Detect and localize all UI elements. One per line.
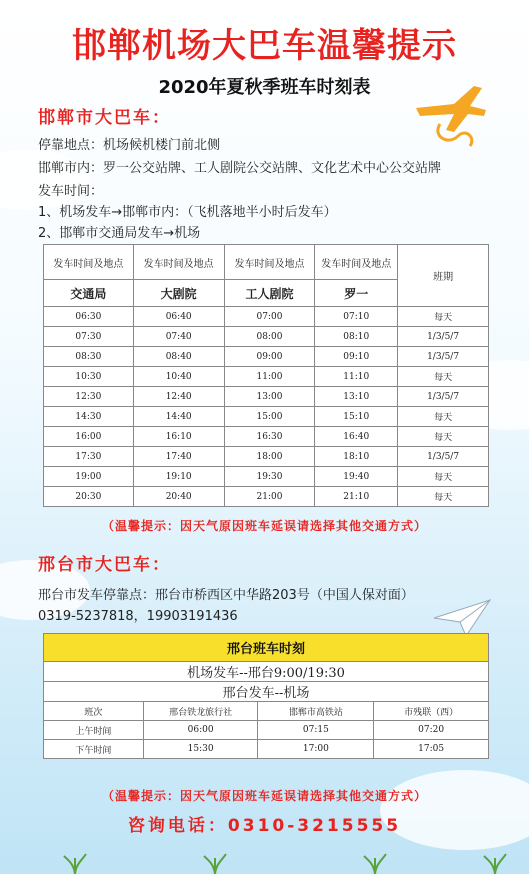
table-row [44, 447, 489, 467]
period-cell: 每天 [398, 427, 489, 447]
handan-schedule-table [43, 244, 489, 507]
stop-name: 大剧院 [133, 280, 224, 307]
xingtai-notice: （温馨提示：因天气原因班车延误请选择其他交通方式） [101, 789, 427, 803]
table-row [44, 387, 489, 407]
time-cell: 19:10 [133, 467, 224, 487]
time-cell: 07:10 [315, 307, 398, 327]
xingtai-departure-line: 邢台发车--机场 [44, 682, 489, 702]
table-row [44, 721, 489, 740]
time-cell: 06:40 [133, 307, 224, 327]
period-cell: 每天 [398, 367, 489, 387]
column-header: 邢台铁龙旅行社 [143, 702, 258, 721]
header-cell: 发车时间及地点 [224, 245, 315, 280]
stop-name: 罗一 [315, 280, 398, 307]
consult-phone: 咨询电话：0310-3215555 [127, 816, 402, 836]
table-row [44, 487, 489, 507]
time-cell: 15:10 [315, 407, 398, 427]
time-cell: 07:40 [133, 327, 224, 347]
time-cell: 17:40 [133, 447, 224, 467]
airport-departure-line: 机场发车--邢台9:00/19:30 [44, 662, 489, 682]
time-cell: 14:40 [133, 407, 224, 427]
page-title: 邯郸机场大巴车温馨提示 [72, 26, 457, 66]
page-subtitle: 2020年夏秋季班车时刻表 [158, 77, 371, 98]
xingtai-section-heading: 邢台市大巴车： [38, 555, 171, 575]
time-cell: 07:20 [374, 721, 489, 740]
period-cell: 1/3/5/7 [398, 327, 489, 347]
handan-route-2: 2、邯郸市交通局发车→机场 [38, 226, 201, 241]
time-cell: 16:10 [133, 427, 224, 447]
stop-name: 交通局 [44, 280, 134, 307]
table-row [44, 327, 489, 347]
period-cell: 每天 [398, 407, 489, 427]
grass-icon [360, 852, 390, 874]
handan-city-stops: 邯郸市内：罗一公交站牌、工人剧院公交站牌、文化艺术中心公交站牌 [38, 161, 442, 176]
time-cell: 19:40 [315, 467, 398, 487]
airplane-icon [410, 80, 490, 150]
time-cell: 06:00 [143, 721, 258, 740]
period-cell: 每天 [398, 467, 489, 487]
time-cell: 17:00 [258, 740, 374, 759]
time-cell: 20:40 [133, 487, 224, 507]
time-cell: 07:15 [258, 721, 374, 740]
time-cell: 10:30 [44, 367, 134, 387]
time-cell: 16:30 [224, 427, 315, 447]
time-cell: 19:00 [44, 467, 134, 487]
header-cell: 发车时间及地点 [44, 245, 134, 280]
period-header: 班期 [398, 245, 489, 307]
table-row [44, 427, 489, 447]
time-cell: 15:30 [143, 740, 258, 759]
grass-icon [60, 852, 90, 874]
grass-icon [200, 852, 230, 874]
stop-name: 工人剧院 [224, 280, 315, 307]
time-cell: 15:00 [224, 407, 315, 427]
xingtai-phone-numbers: 0319-5237818，19903191436 [38, 609, 238, 624]
handan-route-1: 1、机场发车→邯郸市内：（飞机落地半小时后发车） [38, 205, 337, 220]
paper-plane-icon [432, 598, 492, 638]
time-cell: 21:10 [315, 487, 398, 507]
time-cell: 06:30 [44, 307, 134, 327]
table-row [44, 367, 489, 387]
time-cell: 11:10 [315, 367, 398, 387]
time-cell: 19:30 [224, 467, 315, 487]
column-header: 班次 [44, 702, 144, 721]
time-cell: 17:05 [374, 740, 489, 759]
time-cell: 07:00 [224, 307, 315, 327]
time-cell: 11:00 [224, 367, 315, 387]
xingtai-stop-location: 邢台市发车停靠点：邢台市桥西区中华路203号（中国人保对面） [38, 588, 414, 603]
grass-icon [480, 852, 510, 874]
time-cell: 12:30 [44, 387, 134, 407]
column-header: 邯郸市高铁站 [258, 702, 374, 721]
time-cell: 20:30 [44, 487, 134, 507]
time-cell: 16:40 [315, 427, 398, 447]
time-cell: 18:00 [224, 447, 315, 467]
table-row [44, 407, 489, 427]
period-cell: 1/3/5/7 [398, 347, 489, 367]
time-cell: 08:30 [44, 347, 134, 367]
period-cell: 1/3/5/7 [398, 387, 489, 407]
time-cell: 13:10 [315, 387, 398, 407]
time-cell: 13:00 [224, 387, 315, 407]
time-cell: 12:40 [133, 387, 224, 407]
cloud-decoration [380, 770, 529, 850]
shift-label: 下午时间 [44, 740, 144, 759]
time-cell: 07:30 [44, 327, 134, 347]
time-cell: 08:10 [315, 327, 398, 347]
handan-notice: （温馨提示：因天气原因班车延误请选择其他交通方式） [101, 519, 427, 533]
time-cell: 18:10 [315, 447, 398, 467]
period-cell: 1/3/5/7 [398, 447, 489, 467]
handan-stop-location: 停靠地点：机场候机楼门前北侧 [38, 138, 221, 153]
period-cell: 每天 [398, 487, 489, 507]
time-cell: 08:00 [224, 327, 315, 347]
handan-departure-label: 发车时间： [38, 184, 104, 199]
time-cell: 14:30 [44, 407, 134, 427]
table-row [44, 467, 489, 487]
shift-label: 上午时间 [44, 721, 144, 740]
time-cell: 17:30 [44, 447, 134, 467]
table-row [44, 307, 489, 327]
xingtai-schedule-table [43, 633, 489, 759]
time-cell: 09:00 [224, 347, 315, 367]
time-cell: 10:40 [133, 367, 224, 387]
table-row [44, 347, 489, 367]
period-cell: 每天 [398, 307, 489, 327]
time-cell: 08:40 [133, 347, 224, 367]
time-cell: 16:00 [44, 427, 134, 447]
column-header: 市残联（西） [374, 702, 489, 721]
xingtai-table-title: 邢台班车时刻 [44, 634, 489, 662]
handan-section-heading: 邯郸市大巴车： [38, 108, 171, 128]
header-cell: 发车时间及地点 [133, 245, 224, 280]
table-row [44, 740, 489, 759]
time-cell: 21:00 [224, 487, 315, 507]
time-cell: 09:10 [315, 347, 398, 367]
header-cell: 发车时间及地点 [315, 245, 398, 280]
